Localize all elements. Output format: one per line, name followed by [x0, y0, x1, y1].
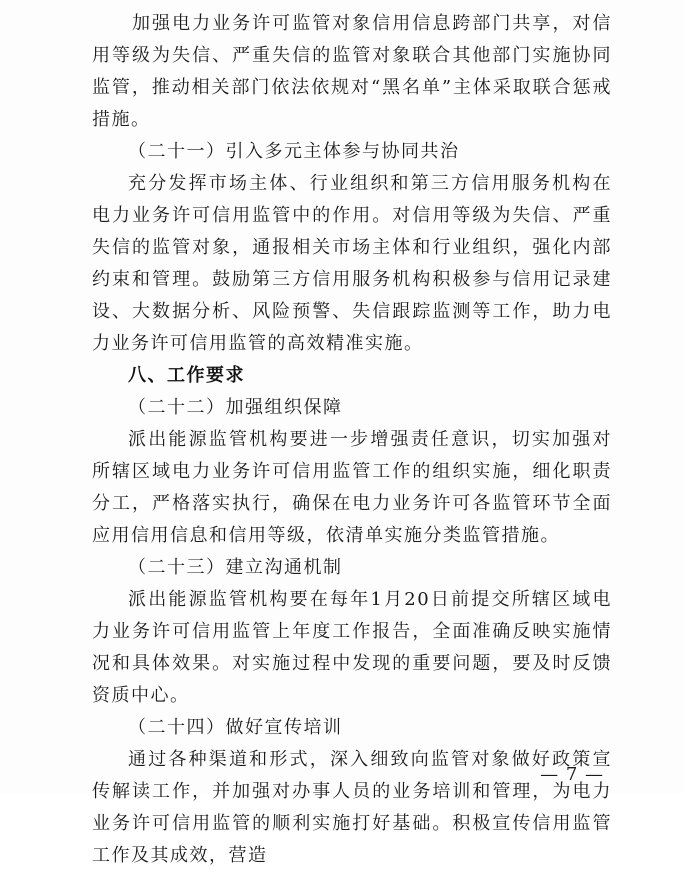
paragraph-multi-party-governance: 充分发挥市场主体、行业组织和第三方信用服务机构在电力业务许可信用监管中的作用。对信用等级为失信、严重失信的监管对象，通报相关市场主体和行业组织，强化内部约束和管理。鼓励第三方信用服务机构积极参与信用记录建设、大数据分析、风险预警、失信跟踪监测等工作，助力电力业务许可信用监管的高效精准实施。 — [92, 173, 612, 354]
paragraph-organization-guarantee: 派出能源监管机构要进一步增强责任意识，切实加强对所辖区域电力业务许可信用监管工作的组织实施，细化职责分工，严格落实执行，确保在电力业务许可各监管环节全面应用信用信息和信用等级，依清单实施分类监管措施。 — [92, 429, 612, 546]
section-heading-21: （二十一）引入多元主体参与协同共治 — [128, 141, 460, 162]
paragraph-communication-mechanism: 派出能源监管机构要在每年1月20日前提交所辖区域电力业务许可信用监管上年度工作报告，全面准确反映实施情况和具体效果。对实施过程中发现的重要问题，要及时反馈资质中心。 — [92, 589, 612, 706]
section-heading-24: （二十四）做好宣传培训 — [128, 717, 343, 738]
section-heading-23: （二十三）建立沟通机制 — [128, 557, 343, 578]
section-heading-22: （二十二）加强组织保障 — [128, 397, 343, 418]
page-number: — 7 — — [540, 764, 604, 785]
chapter-heading-work-requirements: 八、工作要求 — [128, 365, 245, 386]
paragraph-cross-department-sharing: 加强电力业务许可监管对象信用信息跨部门共享，对信用等级为失信、严重失信的监管对象联合其他部门实施协同监管，推动相关部门依法依规对“黑名单”主体采取联合惩戒措施。 — [92, 13, 612, 130]
document-body — [92, 8, 612, 872]
paragraph-publicity-training: 通过各种渠道和形式，深入细致向监管对象做好政策宣传解读工作，并加强对办事人员的业务培训和管理，为电力业务许可信用监管的顺利实施打好基础。积极宣传信用监管工作及其成效，营造 — [92, 749, 612, 866]
